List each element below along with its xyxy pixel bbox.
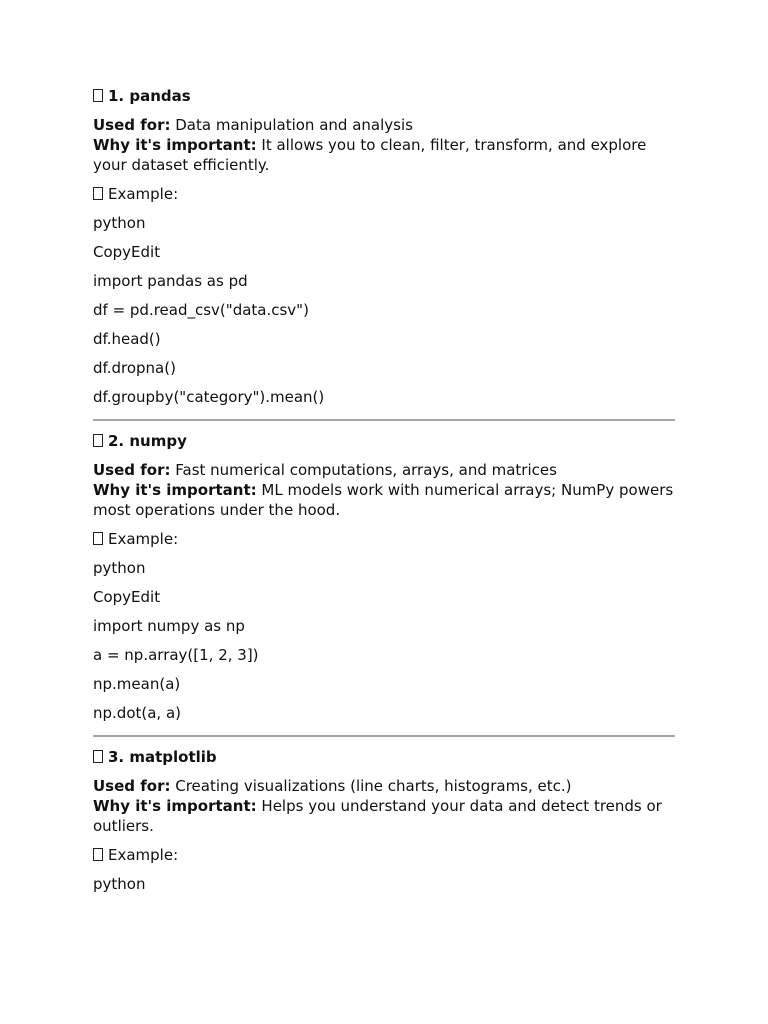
section-title: 2. numpy xyxy=(108,432,187,450)
why-label: Why it's important: xyxy=(93,136,257,154)
missing-glyph-icon xyxy=(93,434,103,447)
copy-edit-text: CopyEdit xyxy=(93,243,161,261)
used-for-label: Used for: xyxy=(93,116,171,134)
example-line xyxy=(93,184,675,204)
section-divider xyxy=(93,419,675,421)
code-line: np.dot(a, a) xyxy=(93,704,182,722)
code-line: import pandas as pd xyxy=(93,272,248,290)
section-title: 3. matplotlib xyxy=(108,748,217,766)
example-label: Example: xyxy=(108,185,179,203)
why-line xyxy=(93,135,675,175)
code-line: import numpy as np xyxy=(93,617,245,635)
code-language: python xyxy=(93,559,146,577)
section-numpy xyxy=(93,431,675,723)
why-line xyxy=(93,796,675,836)
why-line xyxy=(93,480,675,520)
code-line: df.dropna() xyxy=(93,359,176,377)
example-line xyxy=(93,845,675,865)
section-description xyxy=(93,115,675,175)
section-heading xyxy=(93,747,675,767)
example-label: Example: xyxy=(108,530,179,548)
code-language: python xyxy=(93,214,146,232)
section-description xyxy=(93,460,675,520)
section-heading xyxy=(93,431,675,451)
code-line: df = pd.read_csv("data.csv") xyxy=(93,301,309,319)
code-line: df.head() xyxy=(93,330,161,348)
used-for-text: Fast numerical computations, arrays, and matrices xyxy=(175,461,557,479)
used-for-label: Used for: xyxy=(93,461,171,479)
used-for-line xyxy=(93,115,675,135)
example-line xyxy=(93,529,675,549)
code-language: python xyxy=(93,875,146,893)
copy-edit-text: CopyEdit xyxy=(93,588,161,606)
why-label: Why it's important: xyxy=(93,797,257,815)
why-label: Why it's important: xyxy=(93,481,257,499)
section-title: 1. pandas xyxy=(108,87,191,105)
section-heading xyxy=(93,86,675,106)
why-text: Helps you understand your data and detect trends or outliers. xyxy=(93,797,662,835)
example-label: Example: xyxy=(108,846,179,864)
used-for-label: Used for: xyxy=(93,777,171,795)
missing-glyph-icon xyxy=(93,532,103,545)
code-line: a = np.array([1, 2, 3]) xyxy=(93,646,259,664)
used-for-text: Data manipulation and analysis xyxy=(175,116,413,134)
section-divider xyxy=(93,735,675,737)
section-description xyxy=(93,776,675,836)
why-text: It allows you to clean, filter, transform, and explore your dataset efficiently. xyxy=(93,136,647,174)
used-for-line xyxy=(93,776,675,796)
used-for-text: Creating visualizations (line charts, histograms, etc.) xyxy=(175,777,572,795)
section-matplotlib xyxy=(93,747,675,894)
missing-glyph-icon xyxy=(93,187,103,200)
used-for-line xyxy=(93,460,675,480)
missing-glyph-icon xyxy=(93,89,103,102)
code-line: df.groupby("category").mean() xyxy=(93,388,325,406)
why-text: ML models work with numerical arrays; NumPy powers most operations under the hood. xyxy=(93,481,674,519)
document-page xyxy=(93,80,675,894)
missing-glyph-icon xyxy=(93,750,103,763)
section-pandas xyxy=(93,86,675,407)
missing-glyph-icon xyxy=(93,848,103,861)
code-line: np.mean(a) xyxy=(93,675,181,693)
